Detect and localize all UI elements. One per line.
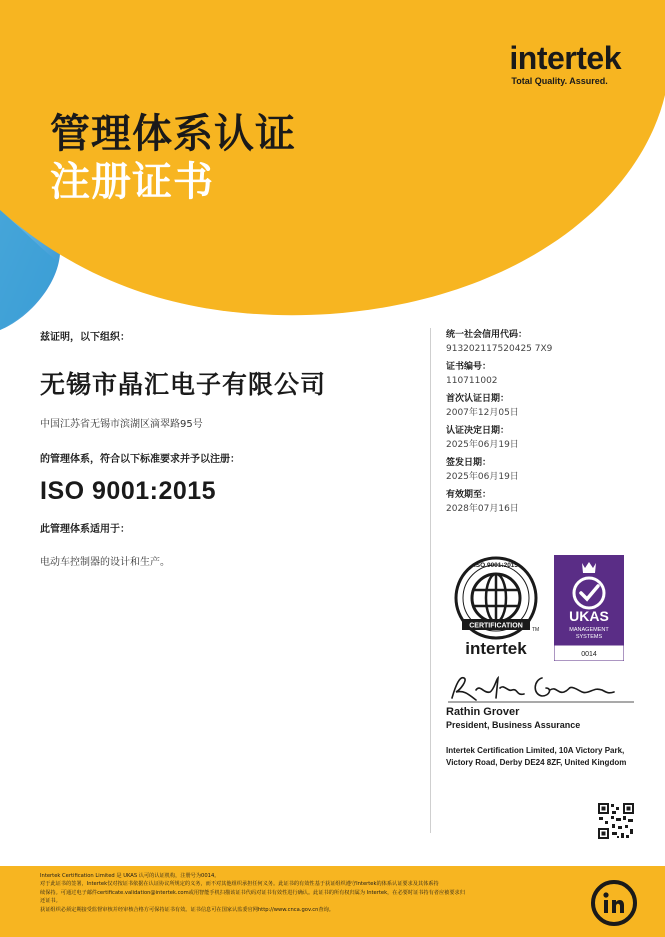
ukas-subtitle-1: MANAGEMENT <box>569 627 609 633</box>
certificate-details <box>446 328 646 520</box>
footer-line: 对于此证书的签署，Intertek仅对按证书依据在认证协议所规定的义务，而不对其他组织承担任何义务。此证书的有效性基于获证组织遵守Intertek的体系认证要求及其体系持 <box>40 881 439 888</box>
detail-label: 认证决定日期： <box>446 426 510 436</box>
footer-text <box>40 872 560 914</box>
footer-band <box>0 866 665 937</box>
iso-ring-text: ISO 9001:2015 <box>473 562 519 569</box>
qr-code-icon[interactable] <box>597 802 635 840</box>
detail-credit-code <box>446 328 646 356</box>
company-name: 无锡市晶汇电子有限公司 <box>40 370 327 399</box>
company-address: 中国江苏省无锡市滨湖区滴翠路95号 <box>40 419 203 430</box>
detail-label: 有效期至： <box>446 490 492 500</box>
ukas-name: UKAS <box>569 608 609 624</box>
signatory-name: Rathin Grover <box>446 706 520 718</box>
intertek-in-badge-icon <box>590 879 638 927</box>
intro-label: 兹证明，以下组织： <box>40 332 130 343</box>
signatory-title: President, Business Assurance <box>446 720 581 730</box>
detail-label: 签发日期： <box>446 458 492 468</box>
scope-label: 此管理体系适用于： <box>40 524 130 535</box>
scope-text: 电动车控制器的设计和生产。 <box>40 557 170 568</box>
detail-issue-date <box>446 456 646 484</box>
iso-band-text: CERTIFICATION <box>469 622 523 630</box>
ukas-subtitle-2: SYSTEMS <box>575 634 603 640</box>
issuer-address: Intertek Certification Limited, 10A Victory Park, Victory Road, Derby DE24 8ZF, United Kingdom <box>446 746 627 767</box>
detail-value: 110711002 <box>446 376 498 386</box>
handwritten-signature <box>446 670 636 704</box>
detail-label: 统一社会信用代码： <box>446 330 528 340</box>
certificate-subtitle: 注册证书 <box>50 159 214 205</box>
detail-decision-date <box>446 424 646 452</box>
detail-label: 首次认证日期： <box>446 394 510 404</box>
brand-tagline: Total Quality. Assured. <box>511 76 608 86</box>
detail-expiry-date <box>446 488 646 516</box>
footer-line: 获证组织必须定期接受监督审核并经审核合格方可保持证书有效。证书信息可在国家认监委官网http://www.cnca.gov.cn查询。 <box>40 906 334 913</box>
detail-first-certification <box>446 392 646 420</box>
certificate-title: 管理体系认证 <box>50 111 296 157</box>
ukas-accreditation-mark <box>554 555 624 661</box>
detail-value: 2028年07月16日 <box>446 504 519 514</box>
footer-line: 还证书。 <box>40 898 61 905</box>
detail-value: 2025年06月19日 <box>446 440 519 450</box>
intertek-logo <box>509 42 621 86</box>
accreditation-logos <box>450 553 630 665</box>
footer-line: 续保持。可通过电子邮件certificate.validation@intertek.com或用智能手机扫描该证书代码对证书有效性进行确认。此证书的所有权归属为 Intertek，在必要时证书持有者应被要求归 <box>40 889 465 896</box>
detail-certificate-number <box>446 360 646 388</box>
detail-value: 2007年12月05日 <box>446 408 519 418</box>
system-label: 的管理体系，符合以下标准要求并予以注册： <box>40 454 240 465</box>
detail-value: 2025年06月19日 <box>446 472 519 482</box>
iso-brand-text: intertek <box>465 639 527 658</box>
footer-line: Intertek Certification Limited 是 UKAS 认可的认证机构，注册号为0014。 <box>40 873 220 879</box>
iso-tm-text: TM <box>532 627 540 633</box>
detail-value: 913202117520425 7X9 <box>446 344 553 354</box>
column-divider <box>430 328 431 833</box>
ukas-number: 0014 <box>581 651 597 658</box>
iso-certification-mark <box>450 553 546 661</box>
standard-name: ISO 9001:2015 <box>40 477 217 505</box>
brand-name: intertek <box>509 40 621 76</box>
certificate-body <box>40 328 420 568</box>
detail-label: 证书编号： <box>446 362 492 372</box>
